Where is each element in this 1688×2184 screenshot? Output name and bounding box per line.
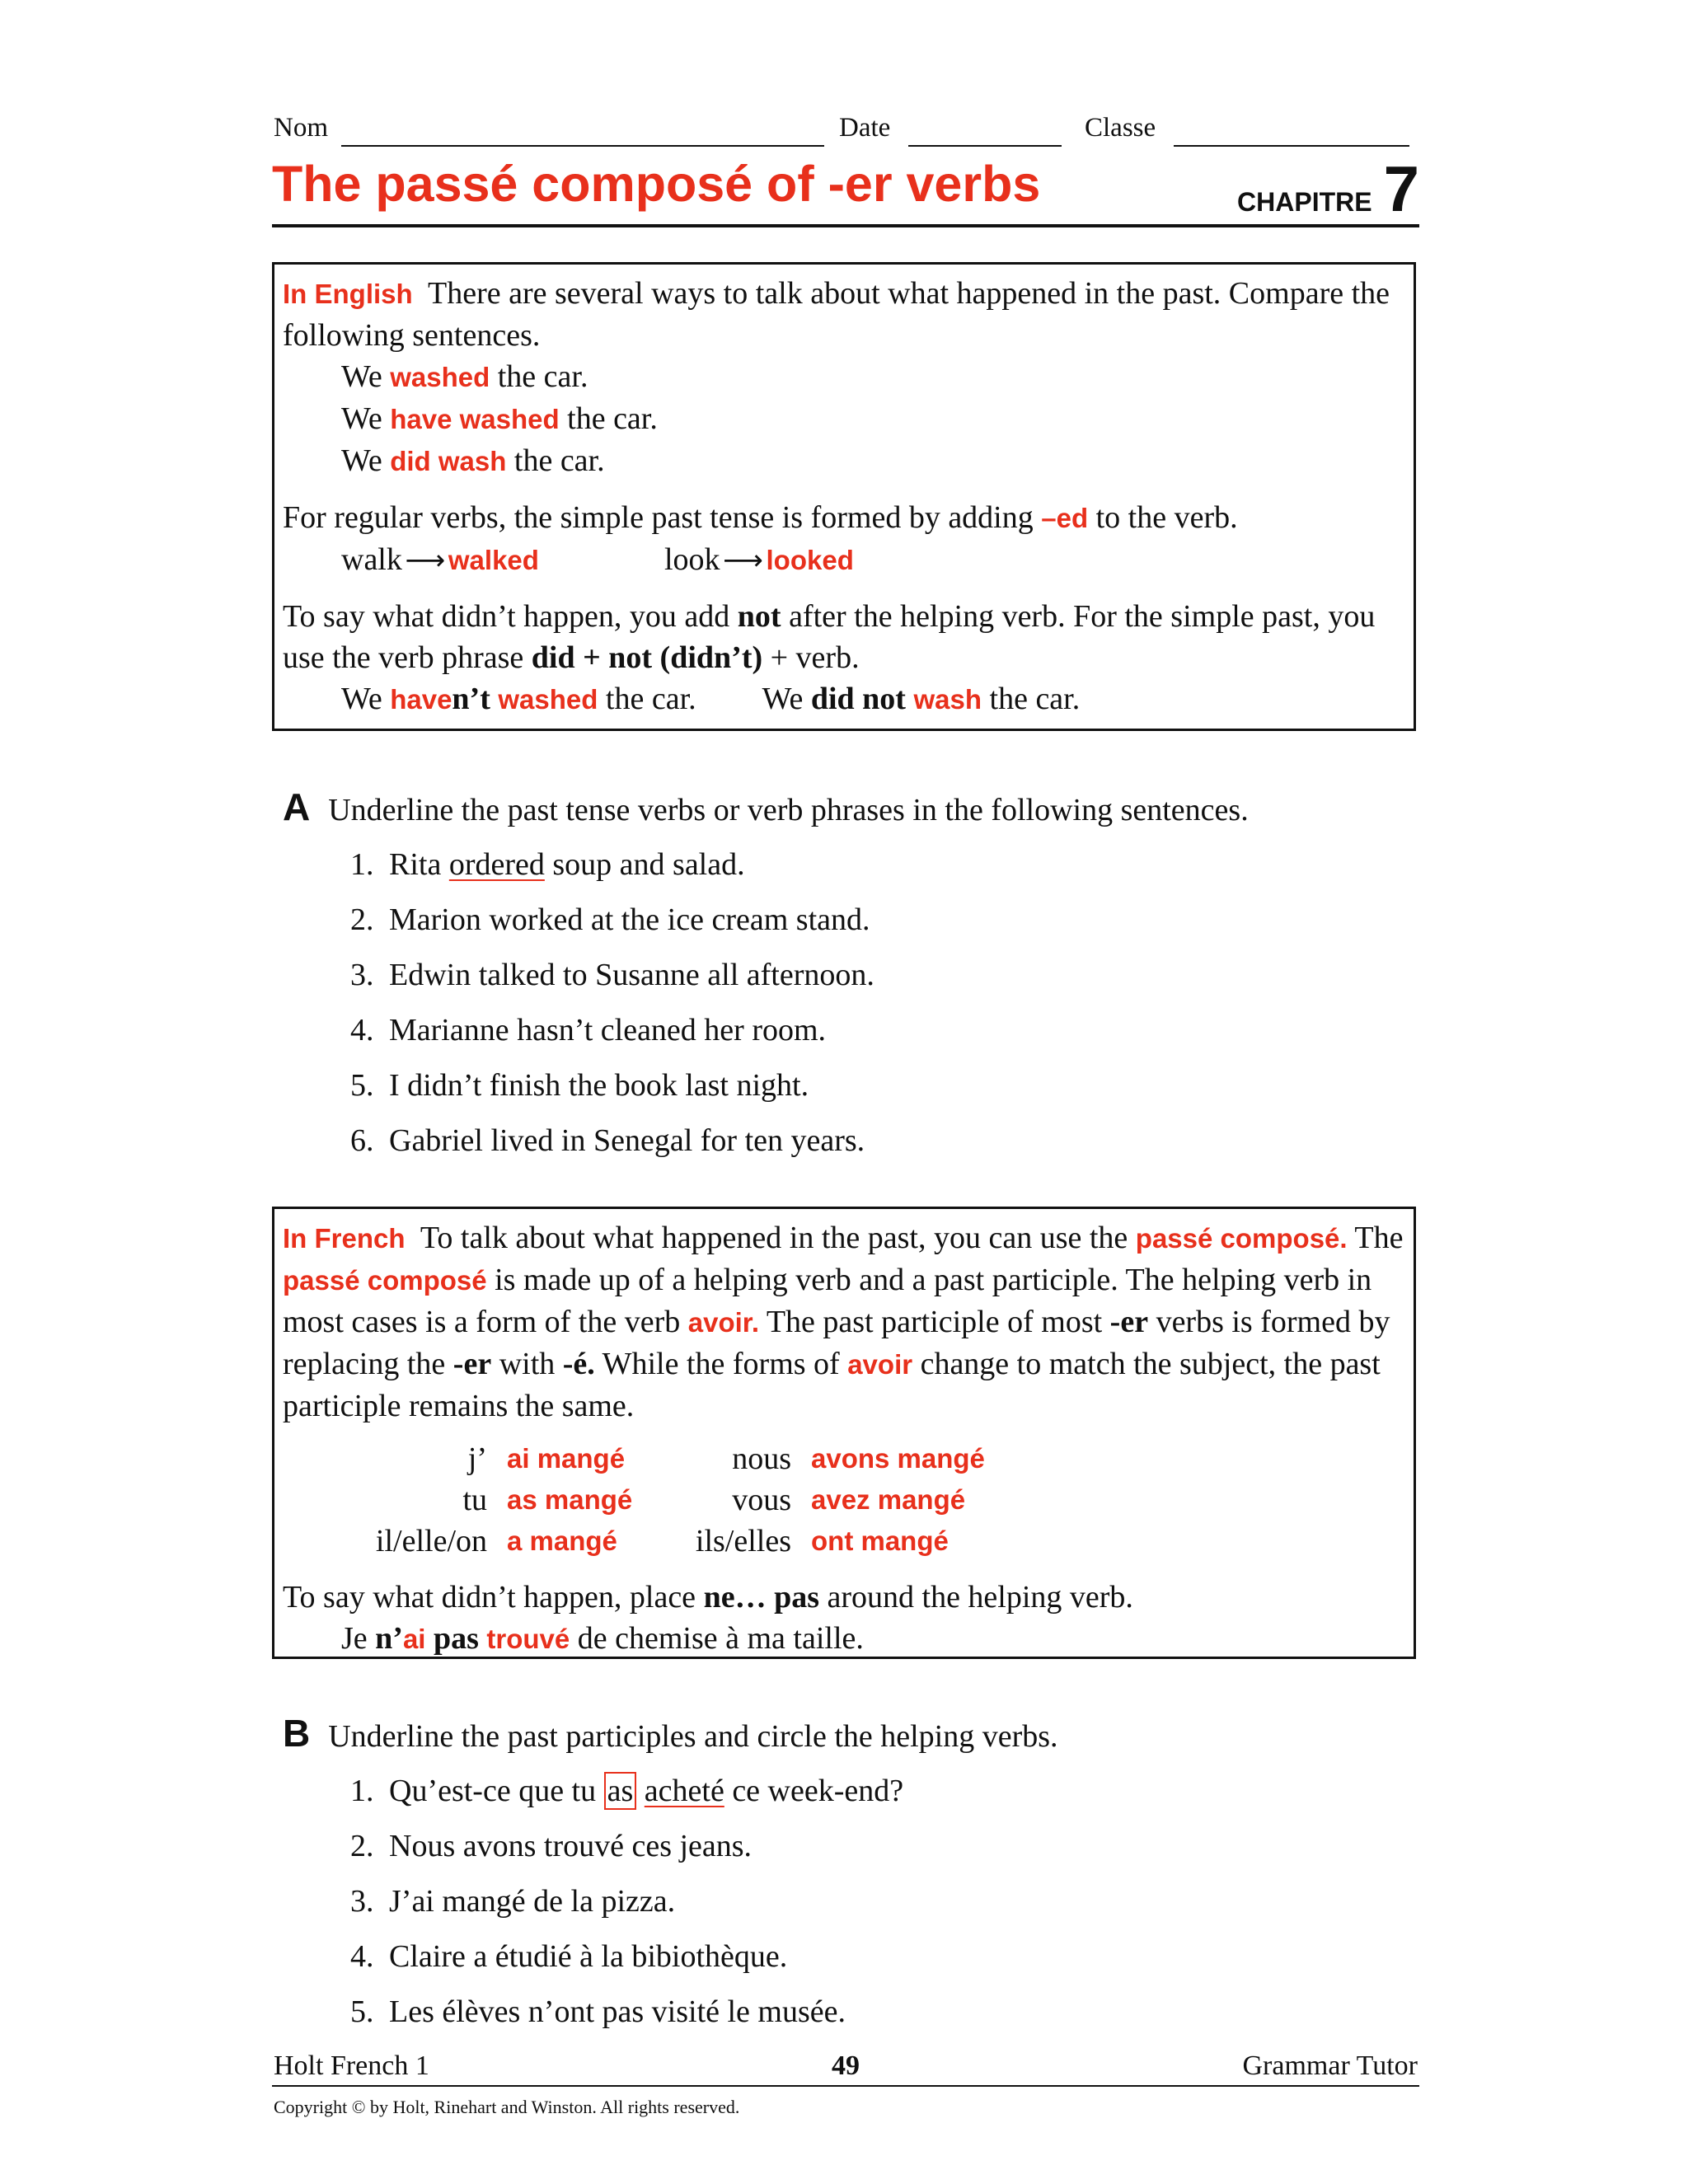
page-footer (274, 2050, 1418, 2087)
exercise-b-letter: B (283, 1712, 311, 1755)
page-title: The passé composé of -er verbs (272, 156, 1041, 212)
title-rule (272, 224, 1419, 227)
list-item: 5. I didn’t finish the book last night. (350, 1068, 809, 1103)
arrow-icon: ⟶ (723, 544, 763, 577)
page-number: 49 (832, 2050, 860, 2081)
date-label: Date (839, 113, 891, 143)
list-item: 5. Les élèves n’ont pas visité le musée. (350, 1994, 846, 2029)
classe-field[interactable] (1174, 145, 1409, 147)
french-box (272, 1207, 1416, 1659)
classe-label: Classe (1085, 113, 1156, 143)
regular-verbs-examples: walk ⟶ walked look ⟶ looked (283, 539, 1405, 581)
arrow-icon: ⟶ (405, 544, 446, 577)
english-negation-rule: To say what didn’t happen, you add not after the helping verb. For the simple past, you use the verb phrase did + not (didn’t) + verb. (283, 599, 1376, 675)
circled-helping-verb: as (604, 1772, 637, 1810)
list-item: 2. Marion worked at the ice cream stand. (350, 902, 870, 937)
english-example-1: We washed the car. (341, 359, 588, 394)
english-box (272, 262, 1416, 731)
exercise-a-list (350, 844, 874, 1175)
copyright: Copyright © by Holt, Rinehart and Winston. All rights reserved. (274, 2097, 740, 2117)
french-explanation: In French To talk about what happened in the past, you can use the passé composé. The passé composé is made up of a helping verb and a past participle. The helping verb in most cases is a form of the verb avoir. The past participle of most -er verbs is formed by replacing the -er with -é. While the forms of avoir change to match the subject, the past participle remains the same. (283, 1221, 1404, 1423)
french-heading: In French (283, 1223, 406, 1254)
nom-field[interactable] (341, 145, 824, 147)
list-item: 4. Marianne hasn’t cleaned her room. (350, 1013, 827, 1047)
underlined-answer: ordered (448, 847, 545, 882)
chapter-label (1237, 152, 1419, 227)
list-item: 1. Qu’est-ce que tu as acheté ce week-end? (350, 1774, 904, 1808)
footer-section: Grammar Tutor (1242, 2050, 1418, 2081)
nom-label: Nom (274, 113, 328, 143)
english-intro: There are several ways to talk about what happened in the past. Compare the following sentences. (283, 276, 1390, 353)
chapter-number: 7 (1383, 152, 1419, 225)
english-example-3: We did wash the car. (341, 443, 605, 478)
french-negation-rule: To say what didn’t happen, place ne… pas around the helping verb. (283, 1580, 1133, 1615)
exercise-a-letter: A (283, 785, 311, 828)
conjugation-table: j’ ai mangé nous avons mangé tu as mangé vous avez mangé il/elle/on a mangé ils/elles ont mangé (375, 1441, 985, 1558)
footer-book-title: Holt French 1 (274, 2050, 429, 2081)
english-negation-examples: We haven’t washed the car. We did not wash the car. (341, 682, 1081, 716)
list-item: 6. Gabriel lived in Senegal for ten years. (350, 1123, 865, 1158)
list-item: 4. Claire a étudié à la bibiothèque. (350, 1939, 788, 1974)
exercise-b-list (350, 1770, 903, 2046)
exercise-b-instruction: B Underline the past participles and circle the helping verbs. (283, 1712, 1058, 1755)
english-heading: In English (283, 279, 413, 309)
list-item: 3. J’ai mangé de la pizza. (350, 1884, 676, 1919)
list-item: 2. Nous avons trouvé ces jeans. (350, 1829, 753, 1863)
list-item: 1. Rita ordered soup and salad. (350, 847, 745, 882)
list-item: 3. Edwin talked to Susanne all afternoon. (350, 958, 874, 992)
french-negation-example: Je n’ai pas trouvé de chemise à ma taille. (341, 1621, 864, 1656)
student-info-header (274, 109, 1421, 148)
date-field[interactable] (908, 145, 1062, 147)
english-example-2: We have washed the car. (341, 401, 658, 436)
exercise-a-instruction: A Underline the past tense verbs or verb phrases in the following sentences. (283, 785, 1249, 828)
underlined-participle: acheté (644, 1774, 724, 1808)
regular-verbs-rule: For regular verbs, the simple past tense is formed by adding –ed to the verb. (283, 500, 1238, 535)
footer-rule (272, 2085, 1419, 2087)
chapter-word: CHAPITRE (1237, 187, 1372, 217)
